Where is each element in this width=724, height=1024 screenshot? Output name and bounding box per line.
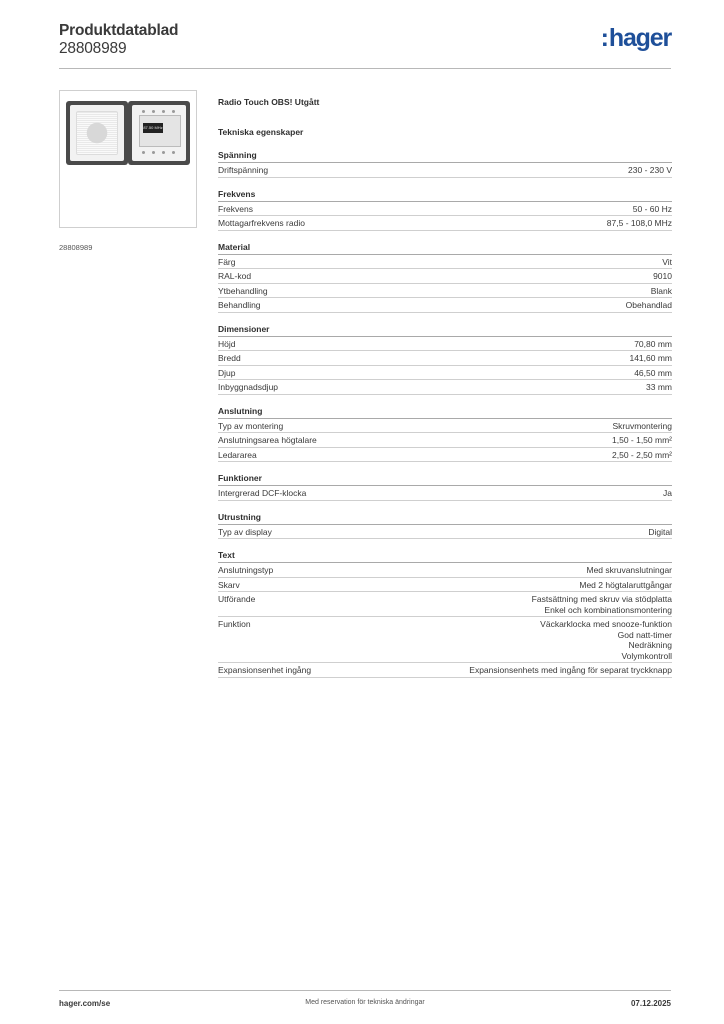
footer-website: hager.com/se (59, 999, 111, 1008)
spec-group-title: Anslutning (218, 406, 672, 419)
spec-value (612, 435, 672, 446)
document-title: Produktdatablad (59, 22, 179, 39)
page-header (59, 20, 671, 69)
spec-label: Anslutningsarea högtalare (218, 435, 317, 445)
spec-row (218, 202, 672, 217)
radio-frame (128, 101, 190, 165)
spec-label: Bredd (218, 353, 241, 363)
product-image (59, 90, 197, 228)
spec-value (579, 580, 672, 591)
spec-row (218, 351, 672, 366)
spec-groups (218, 150, 672, 678)
spec-group (218, 473, 672, 501)
product-title: Radio Touch OBS! Utgått (218, 97, 320, 107)
spec-group (218, 550, 672, 678)
spec-value-line: 230 - 230 V (628, 165, 672, 175)
radio-button-icon (162, 151, 165, 154)
spec-value (586, 565, 672, 576)
spec-value-line: 1,50 - 1,50 mm² (612, 435, 672, 445)
spec-value-line: 87,5 - 108,0 MHz (606, 218, 672, 228)
spec-label: Färg (218, 256, 236, 267)
spec-value-line: God natt-timer (617, 629, 672, 640)
spec-row (218, 448, 672, 463)
spec-value (648, 527, 672, 538)
spec-label: Expansionsenhet ingång (218, 665, 312, 675)
spec-label: Intergrerad DCF-klocka (218, 488, 307, 498)
spec-row (218, 366, 672, 381)
speaker-grille (76, 111, 118, 155)
spec-label: Frekvens (218, 203, 253, 214)
spec-value-line: 33 mm (646, 382, 672, 392)
radio-display-text: 87.50 MHz (143, 123, 163, 133)
spec-content (218, 95, 672, 678)
hager-logo (601, 26, 671, 51)
spec-row (218, 269, 672, 284)
spec-value-line: 46,50 mm (634, 367, 672, 378)
spec-label: Funktion (218, 619, 251, 629)
spec-group (218, 324, 672, 395)
spec-value-line: Obehandlad (625, 300, 672, 310)
spec-row (218, 298, 672, 313)
radio-button-icon (142, 110, 145, 113)
spec-row (218, 525, 672, 540)
logo-text: hager (608, 24, 671, 52)
spec-value-line: Vit (662, 256, 672, 267)
spec-group (218, 512, 672, 540)
spec-label: Anslutningstyp (218, 565, 274, 575)
spec-group (218, 406, 672, 463)
spec-group-title: Material (218, 242, 672, 255)
spec-value (634, 339, 672, 350)
radio-button-icon (152, 151, 155, 154)
spec-value-line: Väckarklocka med snooze-funktion (540, 619, 672, 629)
spec-value-line: Med 2 högtalaruttgångar (579, 579, 672, 590)
spec-value-line: 9010 (653, 271, 672, 281)
image-caption: 28808989 (59, 243, 93, 252)
document-number: 28808989 (59, 40, 127, 57)
spec-value (633, 204, 672, 215)
speaker-frame (66, 101, 128, 165)
spec-label: Driftspänning (218, 165, 269, 175)
spec-label: Utförande (218, 594, 256, 604)
radio-button-icon (172, 151, 175, 154)
radio-button-icon (142, 151, 145, 154)
spec-value (663, 488, 672, 499)
spec-value-line: 2,50 - 2,50 mm² (612, 449, 672, 460)
spec-group-title: Spänning (218, 150, 672, 163)
spec-value-line: Volymkontroll (621, 650, 672, 661)
spec-value (651, 286, 672, 297)
spec-row (218, 617, 672, 663)
footer-date: 07.12.2025 (630, 999, 671, 1008)
spec-label: Höjd (218, 338, 236, 349)
spec-group (218, 189, 672, 231)
spec-row (218, 284, 672, 299)
spec-value (628, 165, 672, 176)
spec-value (634, 368, 672, 379)
spec-value (626, 300, 672, 311)
spec-row (218, 433, 672, 448)
spec-label: Ledararea (218, 449, 257, 460)
spec-value (532, 594, 672, 615)
spec-value-line: 50 - 60 Hz (632, 203, 672, 214)
speaker-plate (70, 105, 124, 161)
spec-value (607, 218, 672, 229)
spec-value-line: Fastsättning med skruv via stödplatta (531, 594, 672, 604)
spec-value (653, 271, 672, 282)
spec-group-title: Frekvens (218, 189, 672, 202)
spec-label: Inbyggnadsdjup (218, 382, 279, 392)
spec-value-line: Ja (663, 488, 672, 498)
spec-row (218, 486, 672, 501)
spec-value-line: Med skruvanslutningar (586, 565, 672, 575)
spec-value (540, 619, 672, 661)
spec-group-title: Dimensioner (218, 324, 672, 337)
spec-value (469, 665, 672, 676)
spec-group (218, 242, 672, 313)
page-footer (59, 990, 671, 1011)
spec-value-line: Enkel och kombinationsmontering (544, 604, 672, 615)
spec-value-line: 70,80 mm (634, 338, 672, 349)
spec-row (218, 419, 672, 434)
spec-row (218, 663, 672, 678)
radio-button-icon (152, 110, 155, 113)
radio-button-icon (172, 110, 175, 113)
footer-disclaimer: Med reservation för tekniska ändringar (305, 999, 425, 1006)
spec-label: Djup (218, 367, 236, 378)
spec-label: Typ av display (218, 526, 272, 537)
spec-label: Skarv (218, 579, 240, 590)
spec-row (218, 216, 672, 231)
spec-value (629, 353, 672, 364)
spec-row (218, 592, 672, 617)
spec-row (218, 255, 672, 270)
radio-button-icon (162, 110, 165, 113)
spec-value (612, 421, 672, 432)
spec-group-title: Utrustning (218, 512, 672, 525)
spec-group-title: Text (218, 550, 672, 563)
spec-row (218, 337, 672, 352)
section-title: Tekniska egenskaper (218, 127, 304, 137)
spec-label: RAL-kod (218, 271, 252, 281)
spec-label: Behandling (218, 300, 261, 310)
spec-value-line: Expansionsenhets med ingång för separat tryckknapp (469, 665, 672, 675)
spec-label: Typ av montering (218, 420, 284, 431)
spec-value-line: Skruvmontering (612, 420, 672, 431)
spec-row (218, 563, 672, 578)
radio-display (139, 115, 181, 147)
radio-plate (132, 105, 186, 161)
spec-value-line: Nedräkning (628, 640, 672, 650)
spec-value (662, 257, 672, 268)
spec-value-line: 141,60 mm (629, 353, 672, 363)
spec-row (218, 163, 672, 178)
spec-label: Ytbehandling (218, 285, 268, 296)
spec-row (218, 578, 672, 593)
spec-value (646, 382, 672, 393)
spec-group (218, 150, 672, 178)
spec-label: Mottagarfrekvens radio (218, 218, 305, 228)
spec-row (218, 380, 672, 395)
logo-dots: : (600, 24, 608, 52)
spec-value-line: Blank (650, 285, 672, 296)
spec-value-line: Digital (648, 526, 672, 537)
spec-value (612, 450, 672, 461)
spec-group-title: Funktioner (218, 473, 672, 486)
